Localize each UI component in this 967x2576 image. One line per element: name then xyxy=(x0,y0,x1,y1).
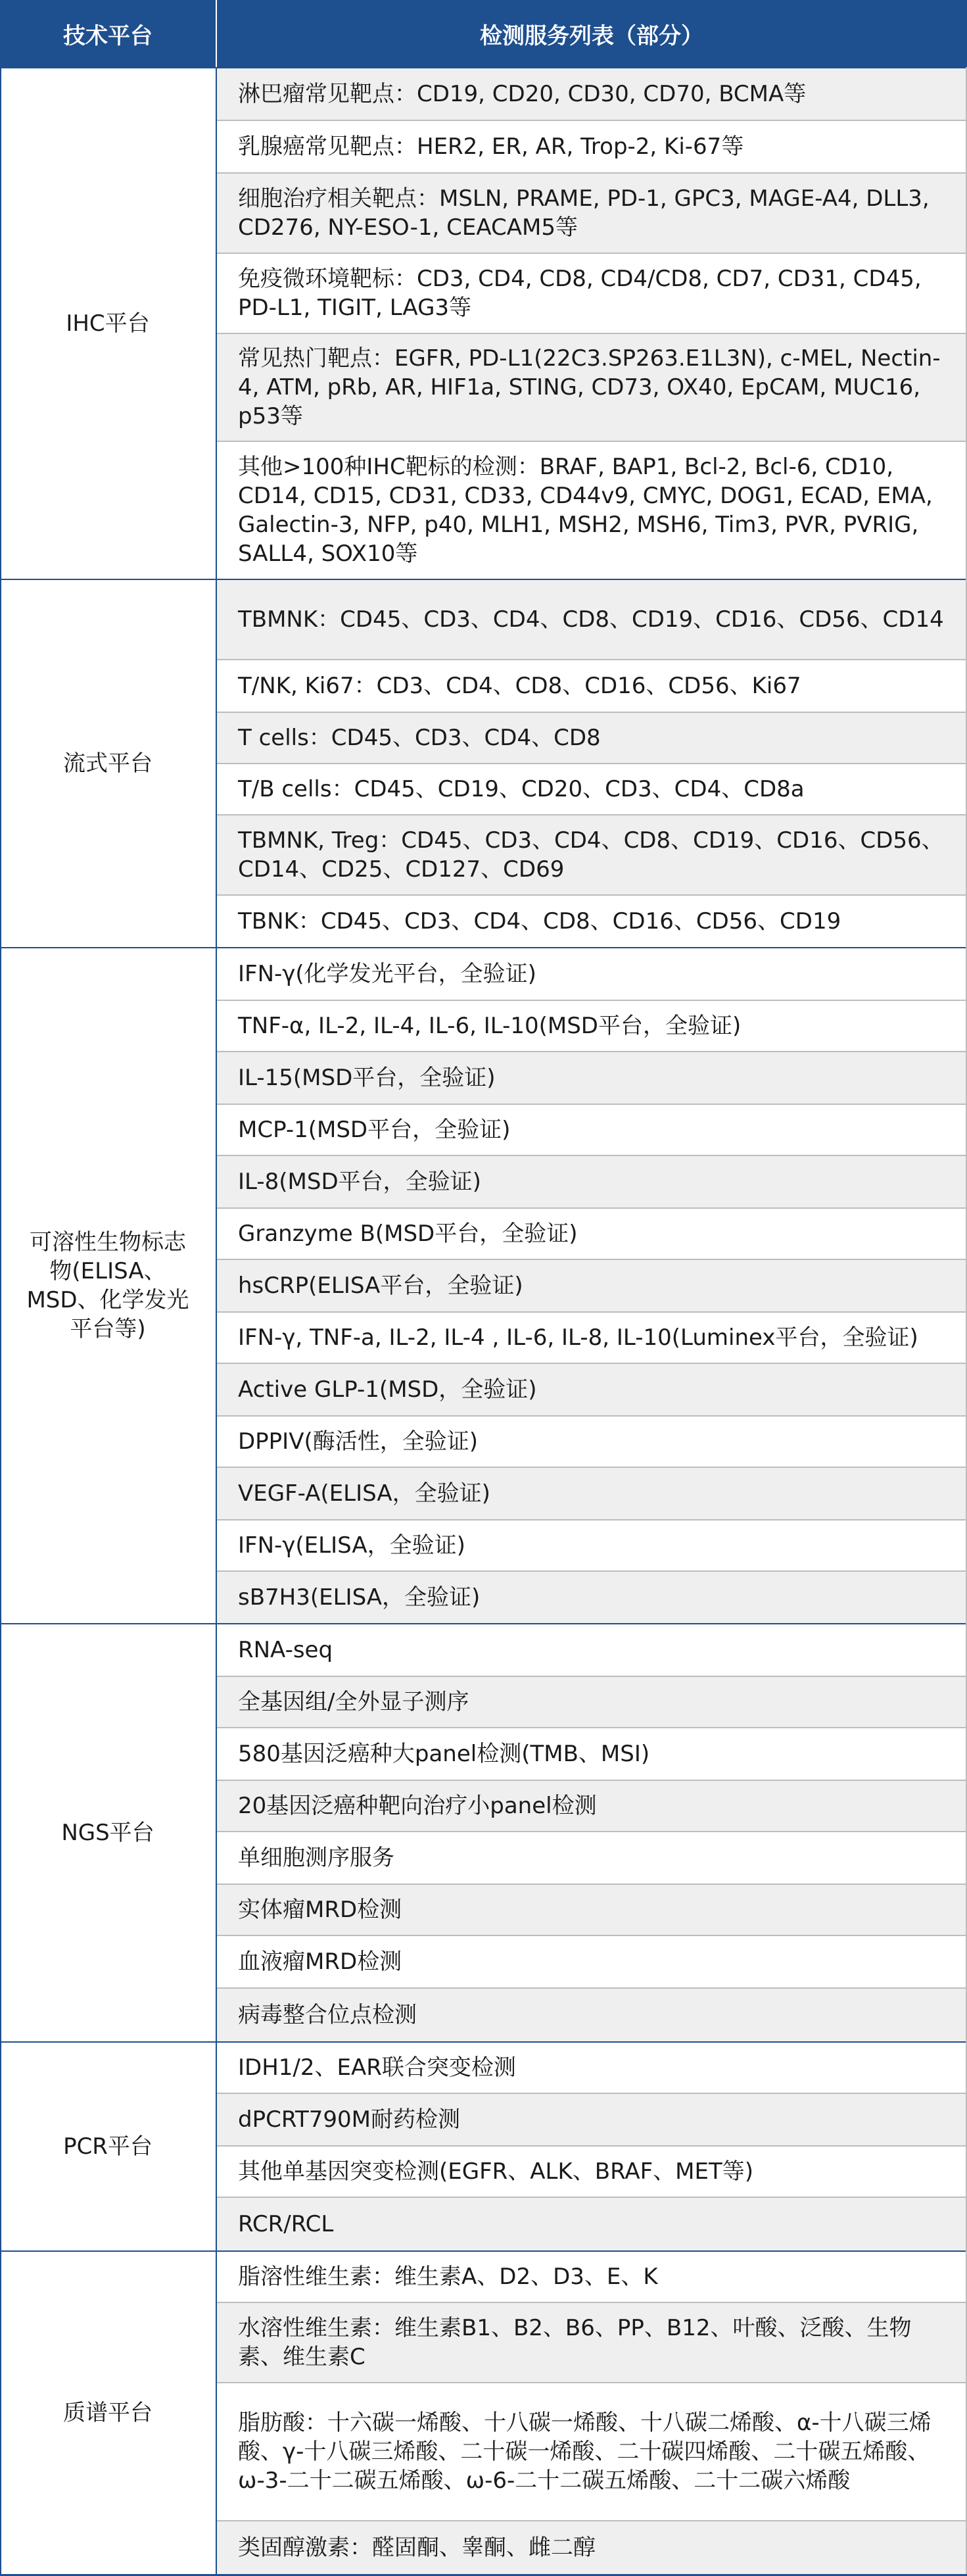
table-row: IDH1/2、EAR联合突变检测 xyxy=(217,2041,967,2093)
left-border xyxy=(0,67,1,2576)
table-row: 580基因泛癌种大panel检测(TMB、MSI) xyxy=(217,1727,967,1780)
table-row: 淋巴瘤常见靶点：CD19, CD20, CD30, CD70, BCMA等 xyxy=(217,67,967,120)
table-row: IFN-γ(ELISA，全验证) xyxy=(217,1519,967,1570)
table-row: RNA-seq xyxy=(217,1623,967,1676)
table-row: 其他>100种IHC靶标的检测：BRAF, BAP1, Bcl-2, Bcl-6, CD10, CD14, CD15, CD31, CD33, CD44v9, CMYC, DOG1, ECAD, EMA, Galectin-3, NFP, p40, MLH1, MSH2, MSH6, Tim3, PVR, PVRIG, SALL4, SOX10等 xyxy=(217,441,967,579)
group-mass-spec: 质谱平台 xyxy=(0,2250,216,2574)
table-row: 免疫微环境靶标：CD3, CD4, CD8, CD4/CD8, CD7, CD31, CD45, PD-L1, TIGIT, LAG3等 xyxy=(217,253,967,333)
table-row: IL-15(MSD平台，全验证) xyxy=(217,1051,967,1104)
table-row: 乳腺癌常见靶点：HER2, ER, AR, Trop-2, Ki-67等 xyxy=(217,120,967,172)
table-row: hsCRP(ELISA平台，全验证) xyxy=(217,1259,967,1311)
table-row: T/B cells：CD45、CD19、CD20、CD3、CD4、CD8a xyxy=(217,763,967,814)
table-row: TBMNK, Treg：CD45、CD3、CD4、CD8、CD19、CD16、CD56、CD14、CD25、CD127、CD69 xyxy=(217,814,967,894)
header-platform: 技术平台 xyxy=(63,22,153,49)
group-soluble-biomarker: 可溶性生物标志物(ELISA、MSD、化学发光平台等) xyxy=(0,947,216,1623)
group-ngs: NGS平台 xyxy=(0,1623,216,2041)
table-row: Granzyme B(MSD平台，全验证) xyxy=(217,1207,967,1259)
table-row: 常见热门靶点：EGFR, PD-L1(22C3.SP263.E1L3N), c-MEL, Nectin-4, ATM, pRb, AR, HIF1a, STING, CD73, OX40, EpCAM, MUC16, p53等 xyxy=(217,333,967,441)
group-pcr: PCR平台 xyxy=(0,2041,216,2250)
table-row: TNF-α, IL-2, IL-4, IL-6, IL-10(MSD平台，全验证) xyxy=(217,1000,967,1051)
table-row: 全基因组/全外显子测序 xyxy=(217,1676,967,1727)
table-row: 脂肪酸：十六碳一烯酸、十八碳一烯酸、十八碳二烯酸、α-十八碳三烯酸、γ-十八碳三烯酸、二十碳一烯酸、二十碳四烯酸、二十碳五烯酸、ω-3-二十二碳五烯酸、ω-6-二十二碳五烯酸、二十二碳六烯酸 xyxy=(217,2382,967,2520)
table-row: IFN-γ(化学发光平台，全验证) xyxy=(217,947,967,1000)
table-row: 水溶性维生素：维生素B1、B2、B6、PP、B12、叶酸、泛酸、生物素、维生素C xyxy=(217,2302,967,2382)
table-row: 实体瘤MRD检测 xyxy=(217,1883,967,1935)
table-row: Active GLP-1(MSD，全验证) xyxy=(217,1363,967,1415)
header-services: 检测服务列表（部分） xyxy=(480,22,703,49)
table-row: dPCRT790M耐药检测 xyxy=(217,2093,967,2145)
group-flow: 流式平台 xyxy=(0,579,216,947)
table-row: sB7H3(ELISA，全验证) xyxy=(217,1570,967,1623)
table-row: DPPIV(酶活性，全验证) xyxy=(217,1415,967,1467)
table-row: TBMNK：CD45、CD3、CD4、CD8、CD19、CD16、CD56、CD14 xyxy=(217,579,967,659)
table-row: MCP-1(MSD平台，全验证) xyxy=(217,1104,967,1155)
table-row: 病毒整合位点检测 xyxy=(217,1987,967,2041)
table-header xyxy=(0,0,967,67)
table-row: 单细胞测序服务 xyxy=(217,1831,967,1883)
table-row: T cells：CD45、CD3、CD4、CD8 xyxy=(217,712,967,763)
table-row: 脂溶性维生素：维生素A、D2、D3、E、K xyxy=(217,2250,967,2302)
group-ihc: IHC平台 xyxy=(0,67,216,579)
table-row: T/NK, Ki67：CD3、CD4、CD8、CD16、CD56、Ki67 xyxy=(217,659,967,712)
table-row: RCR/RCL xyxy=(217,2197,967,2250)
table-row: VEGF-A(ELISA，全验证) xyxy=(217,1467,967,1519)
table-row: 细胞治疗相关靶点：MSLN, PRAME, PD-1, GPC3, MAGE-A4, DLL3, CD276, NY-ESO-1, CEACAM5等 xyxy=(217,172,967,253)
table-row: TBNK：CD45、CD3、CD4、CD8、CD16、CD56、CD19 xyxy=(217,894,967,947)
column-divider xyxy=(216,67,217,2576)
table-row: IL-8(MSD平台，全验证) xyxy=(217,1155,967,1207)
table-row: 其他单基因突变检测(EGFR、ALK、BRAF、MET等) xyxy=(217,2145,967,2197)
table-row: 类固醇激素：醛固酮、睾酮、雌二醇 xyxy=(217,2520,967,2574)
table-row: IFN-γ, TNF-a, IL-2, IL-4 , IL-6, IL-8, IL-10(Luminex平台，全验证) xyxy=(217,1311,967,1363)
table-row: 血液瘤MRD检测 xyxy=(217,1935,967,1987)
table-row: 20基因泛癌种靶向治疗小panel检测 xyxy=(217,1780,967,1831)
